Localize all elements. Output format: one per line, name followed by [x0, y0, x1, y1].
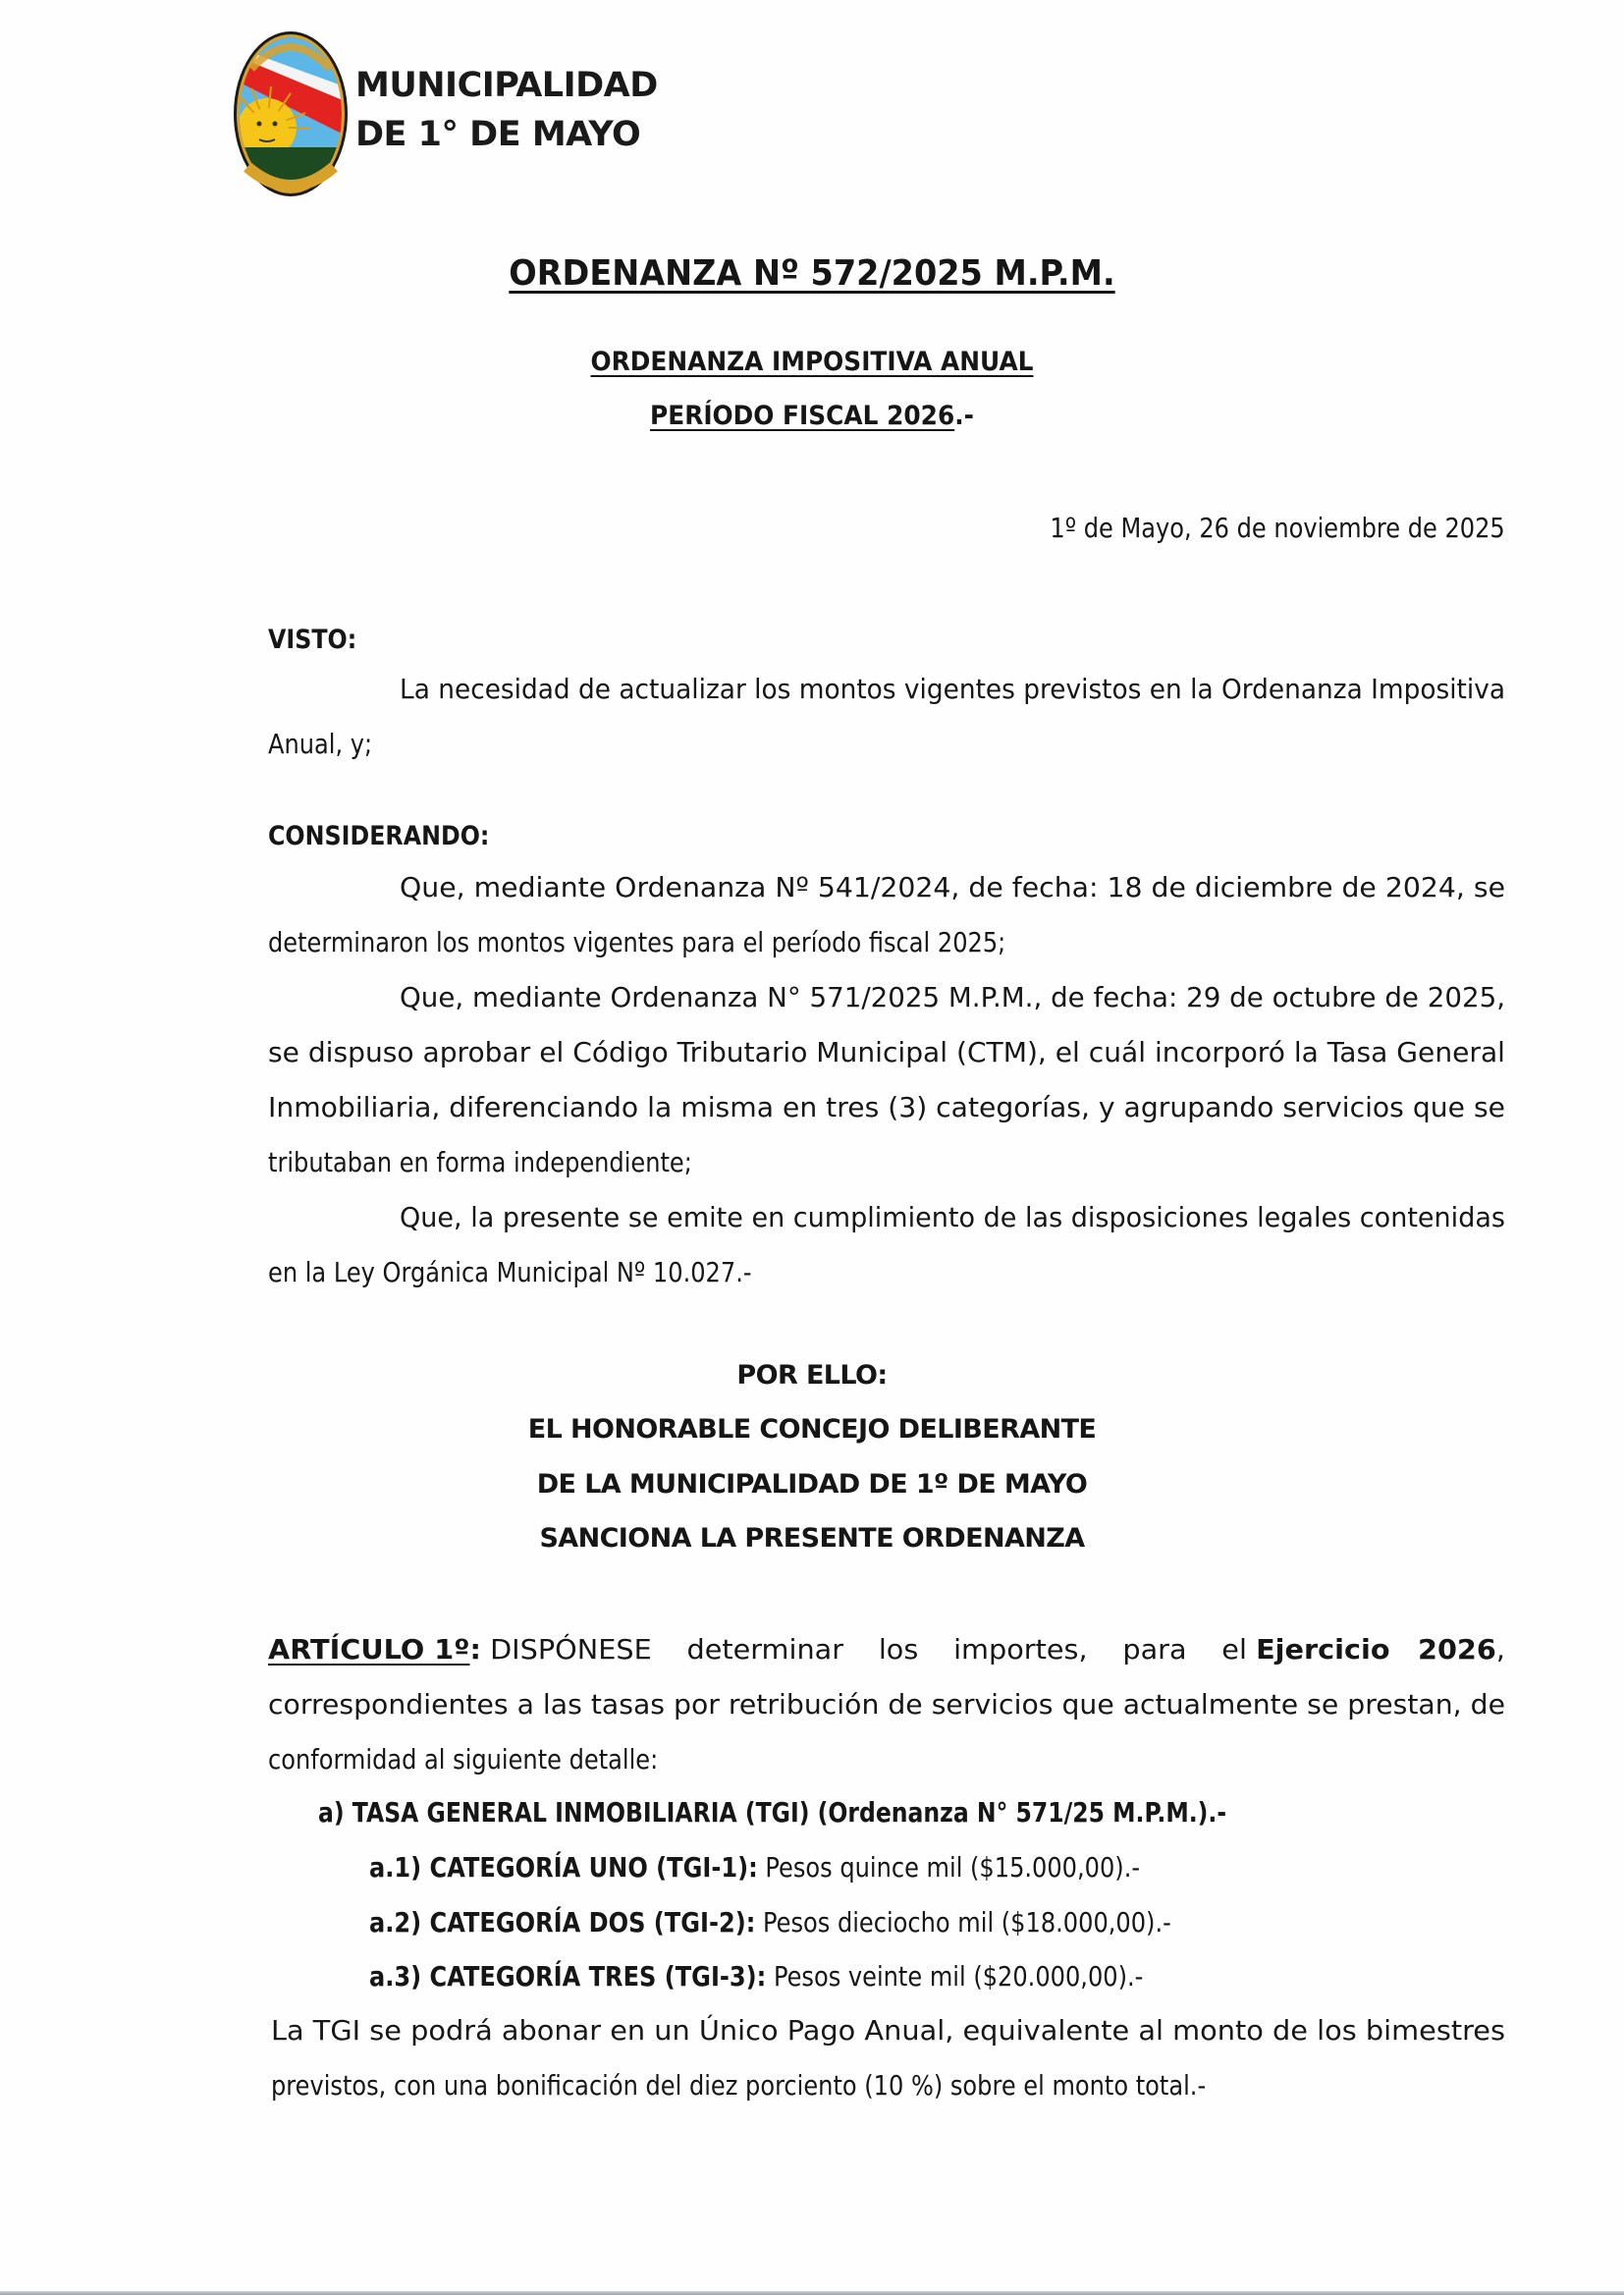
considerando-heading: CONSIDERANDO:	[268, 821, 490, 851]
articulo-1-line-2: correspondientes a las tasas por retribución de servicios que actualmente se prestan, de	[268, 1688, 1505, 1721]
category-amount: Pesos quince mil ($15.000,00).-	[765, 1851, 1141, 1884]
subtitle-impositiva: ORDENANZA IMPOSITIVA ANUAL	[590, 347, 1034, 377]
municipal-seal-logo	[232, 29, 350, 198]
considerando-p1-line-1: Que, mediante Ordenanza Nº 541/2024, de fecha: 18 de diciembre de 2024, se	[400, 871, 1505, 903]
category-row	[369, 1840, 1140, 1895]
considerando-p2-line-1: Que, mediante Ordenanza N° 571/2025 M.P.M., de fecha: 29 de octubre de 2025,	[400, 981, 1505, 1013]
tgi-note-line-1: La TGI se podrá abonar en un Único Pago Anual, equivalente al monto de los bimestres	[271, 2014, 1505, 2047]
articulo-1-line-1	[268, 1622, 1505, 1677]
category-label: a.1) CATEGORÍA UNO (TGI-1):	[369, 1851, 758, 1884]
articulo-1-comma: ,	[1495, 1633, 1505, 1666]
ordinance-subtitle-2	[65, 401, 1559, 431]
ordinance-subtitle-1	[65, 347, 1559, 377]
considerando-p2-line-4: tributaban en forma independiente;	[268, 1146, 692, 1178]
por-ello-line-2: EL HONORABLE CONCEJO DELIBERANTE	[527, 1414, 1097, 1445]
considerando-p2-line-3: Inmobiliaria, diferenciando la misma en tres (3) categorías, y agrupando servicios que se	[268, 1091, 1505, 1123]
municipality-name	[355, 61, 658, 159]
category-amount: Pesos veinte mil ($20.000,00).-	[773, 1960, 1144, 1993]
ordinance-title	[57, 253, 1567, 294]
category-label: a.2) CATEGORÍA DOS (TGI-2):	[369, 1906, 756, 1939]
articulo-1-ejercicio: Ejercicio 2026	[1256, 1633, 1496, 1666]
visto-line-2: Anual, y;	[268, 728, 373, 760]
date-line: 1º de Mayo, 26 de noviembre de 2025	[1050, 512, 1505, 544]
category-amount: Pesos dieciocho mil ($18.000,00).-	[763, 1906, 1171, 1939]
considerando-p3-line-1: Que, la presente se emite en cumplimiento de las disposiciones legales contenidas	[400, 1201, 1505, 1233]
category-label: a.3) CATEGORÍA TRES (TGI-3):	[369, 1960, 767, 1993]
por-ello: POR ELLO:	[736, 1360, 888, 1391]
por-ello-line-3: DE LA MUNICIPALIDAD DE 1º DE MAYO	[536, 1469, 1088, 1500]
considerando-p2-line-2: se dispuso aprobar el Código Tributario Municipal (CTM), el cuál incorporó la Tasa General	[268, 1036, 1505, 1068]
municipality-line-2: DE 1° DE MAYO	[355, 115, 641, 154]
articulo-1-colon: :	[469, 1633, 481, 1666]
articulo-1-label: ARTÍCULO 1º	[268, 1633, 470, 1666]
visto-line-1: La necesidad de actualizar los montos vigentes previstos en la Ordenanza Impositiva	[400, 673, 1505, 705]
subtitle-suffix: .-	[954, 401, 974, 431]
subtitle-periodo: PERÍODO FISCAL 2026	[650, 401, 955, 431]
visto-heading: VISTO:	[268, 625, 357, 655]
considerando-p1-line-2: determinaron los montos vigentes para el período fiscal 2025;	[268, 926, 1006, 958]
category-row	[369, 1949, 1143, 2004]
municipality-line-1: MUNICIPALIDAD	[355, 66, 658, 105]
tgi-note-line-2: previstos, con una bonificación del diez porciento (10 %) sobre el monto total.-	[271, 2069, 1207, 2102]
item-a-tgi: a) TASA GENERAL INMOBILIARIA (TGI) (Ordenanza N° 571/25 M.P.M.).-	[318, 1796, 1227, 1829]
category-row	[369, 1895, 1171, 1950]
articulo-1-line-3: conformidad al siguiente detalle:	[268, 1743, 659, 1776]
ordinance-number: ORDENANZA Nº 572/2025 M.P.M.	[509, 253, 1115, 294]
por-ello-line-4: SANCIONA LA PRESENTE ORDENANZA	[539, 1523, 1085, 1554]
considerando-p3-line-2: en la Ley Orgánica Municipal Nº 10.027.-	[268, 1256, 752, 1288]
articulo-1-text: DISPÓNESE determinar los importes, para el	[490, 1633, 1247, 1666]
scan-bottom-edge	[0, 2291, 1624, 2295]
